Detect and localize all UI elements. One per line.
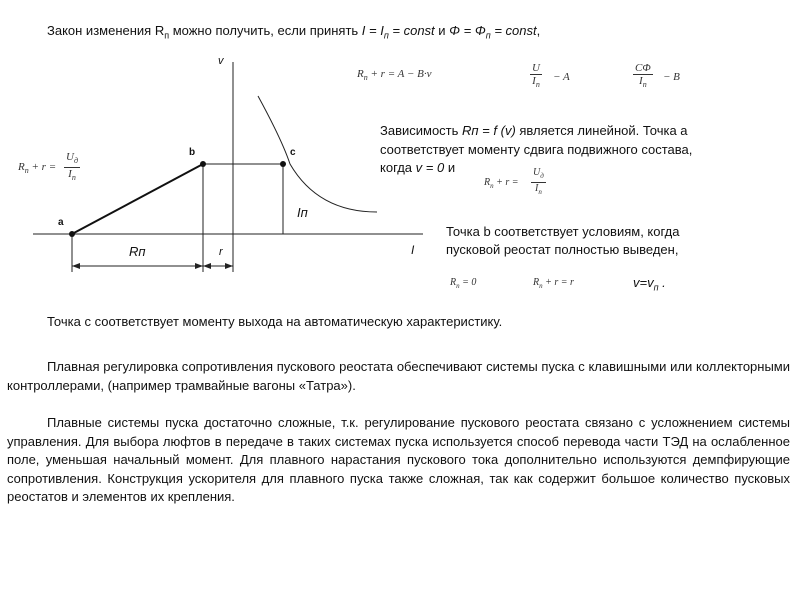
line-a-b (72, 164, 203, 234)
intro-sub-2: п (383, 30, 389, 41)
para-smooth-control: Плавная регулировка сопротивления пускового реостата обеспечивают системы пуска с клавишными или коллекторными контроллерами, (например трамвайные вагоны «Татра»). (7, 359, 790, 393)
formula-a-rest: − A (553, 71, 570, 83)
motor-characteristic-curve (258, 96, 377, 212)
point-c-marker (280, 161, 286, 167)
formula-b-den: I (639, 75, 643, 87)
intro-i-eq: I = I (361, 23, 384, 38)
axis-v-label: v (218, 55, 224, 67)
para-smooth-systems: Плавные системы пуска достаточно сложные, т.к. регулирование пускового реостата связано с усложнением системы управления. Для выбора люфтов в передаче в таких системах пуска используется способ перевода части ТЭД на ослабленное поле, уменьшая начальный момент. Для плавного нарастания пускового тока дополнительно используются демпфирующие сопротивления. Конструкция ускорителя для плавного пуска также сложная, так как содержит большое количество пусковых реостатов и элементов их крепления. (7, 415, 790, 505)
para-point-b-line2: пусковой реостат полностью выведен, (446, 242, 679, 257)
formula-a-den: I (532, 75, 536, 87)
para-point-a-line3: когда v = 0 и (380, 160, 456, 175)
para-point-b-formula1: $R_п = 0$ (450, 277, 477, 290)
label-r: r (219, 246, 223, 258)
label-ip: Iп (297, 205, 308, 220)
intro-and: и (434, 23, 450, 38)
intro-phi-eq: Φ = Φ (449, 23, 486, 38)
para-point-a-line1: Зависимость Rп = f (v) является линейной. Точка а (380, 123, 688, 138)
point-b-label: b (189, 147, 196, 158)
point-c-text: Точка с соответствует моменту выхода на автоматическую характеристику. (47, 314, 503, 329)
intro-text-2: можно получить, если принять (169, 23, 362, 38)
formula-b-rest: − B (663, 71, 680, 83)
para-point-b-v: $v=v_п$ . (633, 275, 666, 293)
intro-comma: , (536, 23, 541, 38)
para-point-b-line1: Точка b соответствует условиям, когда (446, 224, 680, 239)
intro-const-1: = const (388, 23, 435, 38)
formula-rp-linear: $R_п + r = A - B\cdot v$ (357, 68, 432, 83)
para-point-b-formula2: $R_п + r = r$ (533, 277, 574, 290)
para-point-a-line2: соответствует моменту сдвига подвижного состава, (380, 142, 693, 157)
point-a-marker (69, 231, 75, 237)
formula-b-num: CΦ (635, 62, 651, 74)
formula-a-num: U (532, 62, 540, 74)
intro-sub-3: п (485, 30, 491, 41)
intro-sub-1: п (164, 30, 170, 41)
intro-text-1: Закон изменения R (47, 23, 165, 38)
axis-i-label: I (411, 243, 415, 257)
intro-const-2: = const (490, 23, 537, 38)
point-c-label: c (290, 147, 296, 158)
point-b-marker (200, 161, 206, 167)
point-a-label: a (58, 217, 64, 228)
label-rp: Rп (129, 244, 146, 259)
